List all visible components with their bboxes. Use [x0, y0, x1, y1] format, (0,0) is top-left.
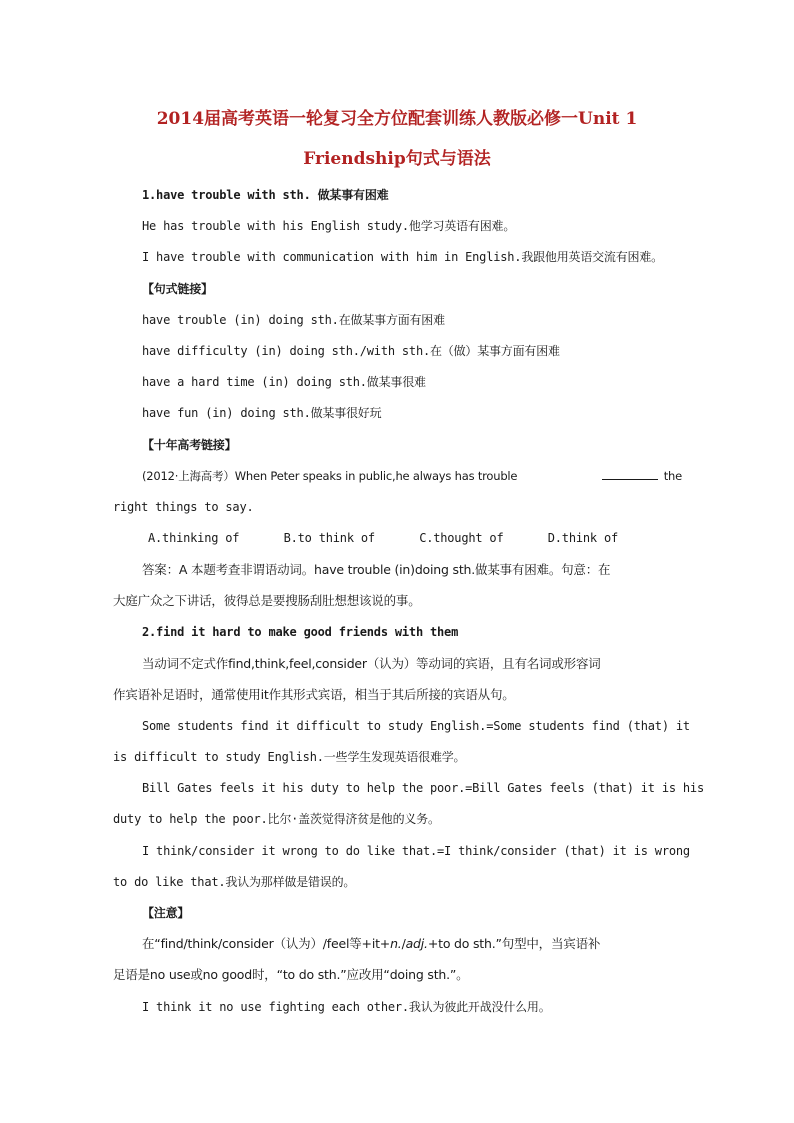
example-sentence-cont: is difficult to study English.一些学生发现英语很难学。 [113, 750, 466, 764]
grammar-paragraph-cont: 作宾语补足语时，通常使用it作其形式宾语，相当于其后所接的宾语从句。 [113, 687, 515, 702]
pattern-link-item: have trouble (in) doing sth.在做某事方面有困难 [142, 313, 445, 327]
answer-blank [602, 468, 658, 480]
exam-question-line1 [142, 468, 682, 484]
pattern-link-heading: 【句式链接】 [142, 282, 213, 296]
option-a: A.thinking of [148, 531, 240, 545]
example-sentence: He has trouble with his English study.他学习英语有困难。 [142, 219, 516, 233]
example-sentence: I have trouble with communication with him in English.我跟他用英语交流有困难。 [142, 250, 663, 264]
section-2-heading: 2.find it hard to make good friends with them [142, 625, 459, 639]
exam-question-line2: right things to say. [113, 500, 254, 514]
pattern-link-item: have fun (in) doing sth.做某事很好玩 [142, 406, 382, 420]
exam-link-heading: 【十年高考链接】 [142, 438, 237, 452]
note-text-part: / [401, 936, 406, 951]
example-sentence-cont: to do like that.我认为那样做是错误的。 [113, 875, 356, 889]
example-sentence-cont: duty to help the poor.比尔·盖茨觉得济贫是他的义务。 [113, 812, 440, 826]
option-d: D.think of [547, 531, 618, 545]
document-title-line1: 2014届高考英语一轮复习全方位配套训练人教版必修一Unit 1 [156, 109, 638, 129]
note-heading: 【注意】 [142, 906, 190, 920]
exam-question-text: the [663, 469, 682, 483]
exam-question-text: (2012·上海高考）When Peter speaks in public,he always has trouble [142, 469, 518, 483]
pattern-link-item: have a hard time (in) doing sth.做某事很难 [142, 375, 426, 389]
option-c: C.thought of [419, 531, 504, 545]
option-b: B.to think of [283, 531, 375, 545]
example-sentence: I think/consider it wrong to do like that.=I think/consider (that) it is wrong [142, 844, 690, 858]
answer-explanation: 答案：A 本题考查非谓语动词。have trouble (in)doing sth.做某事有困难。句意：在 [142, 562, 611, 577]
document-title-line2: Friendship句式与语法 [303, 149, 491, 169]
example-sentence: Some students find it difficult to study English.=Some students find (that) it [142, 719, 690, 733]
note-text-part: +to do sth.”句型中，当宾语补 [427, 936, 601, 951]
example-sentence: Bill Gates feels it his duty to help the poor.=Bill Gates feels (that) it is his [142, 781, 704, 795]
answer-explanation-cont: 大庭广众之下讲话，彼得总是要搜肠刮肚想想该说的事。 [113, 593, 421, 608]
pattern-link-item: have difficulty (in) doing sth./with sth.在（做）某事方面有困难 [142, 344, 560, 358]
note-text-part: n. [390, 936, 402, 951]
grammar-paragraph: 当动词不定式作find,think,feel,consider（认为）等动词的宾语，且有名词或形容词 [142, 656, 601, 671]
section-1-heading: 1.have trouble with sth. 做某事有困难 [142, 188, 389, 202]
exam-options [148, 530, 618, 546]
note-text-part: adj. [405, 936, 428, 951]
example-sentence: I think it no use fighting each other.我认为彼此开战没什么用。 [142, 1000, 551, 1014]
note-text [142, 936, 682, 952]
note-text-part: 在“find/think/consider（认为）/feel等+it+ [142, 936, 391, 951]
note-text-cont: 足语是no use或no good时，“to do sth.”应改用“doing sth.”。 [113, 967, 469, 982]
